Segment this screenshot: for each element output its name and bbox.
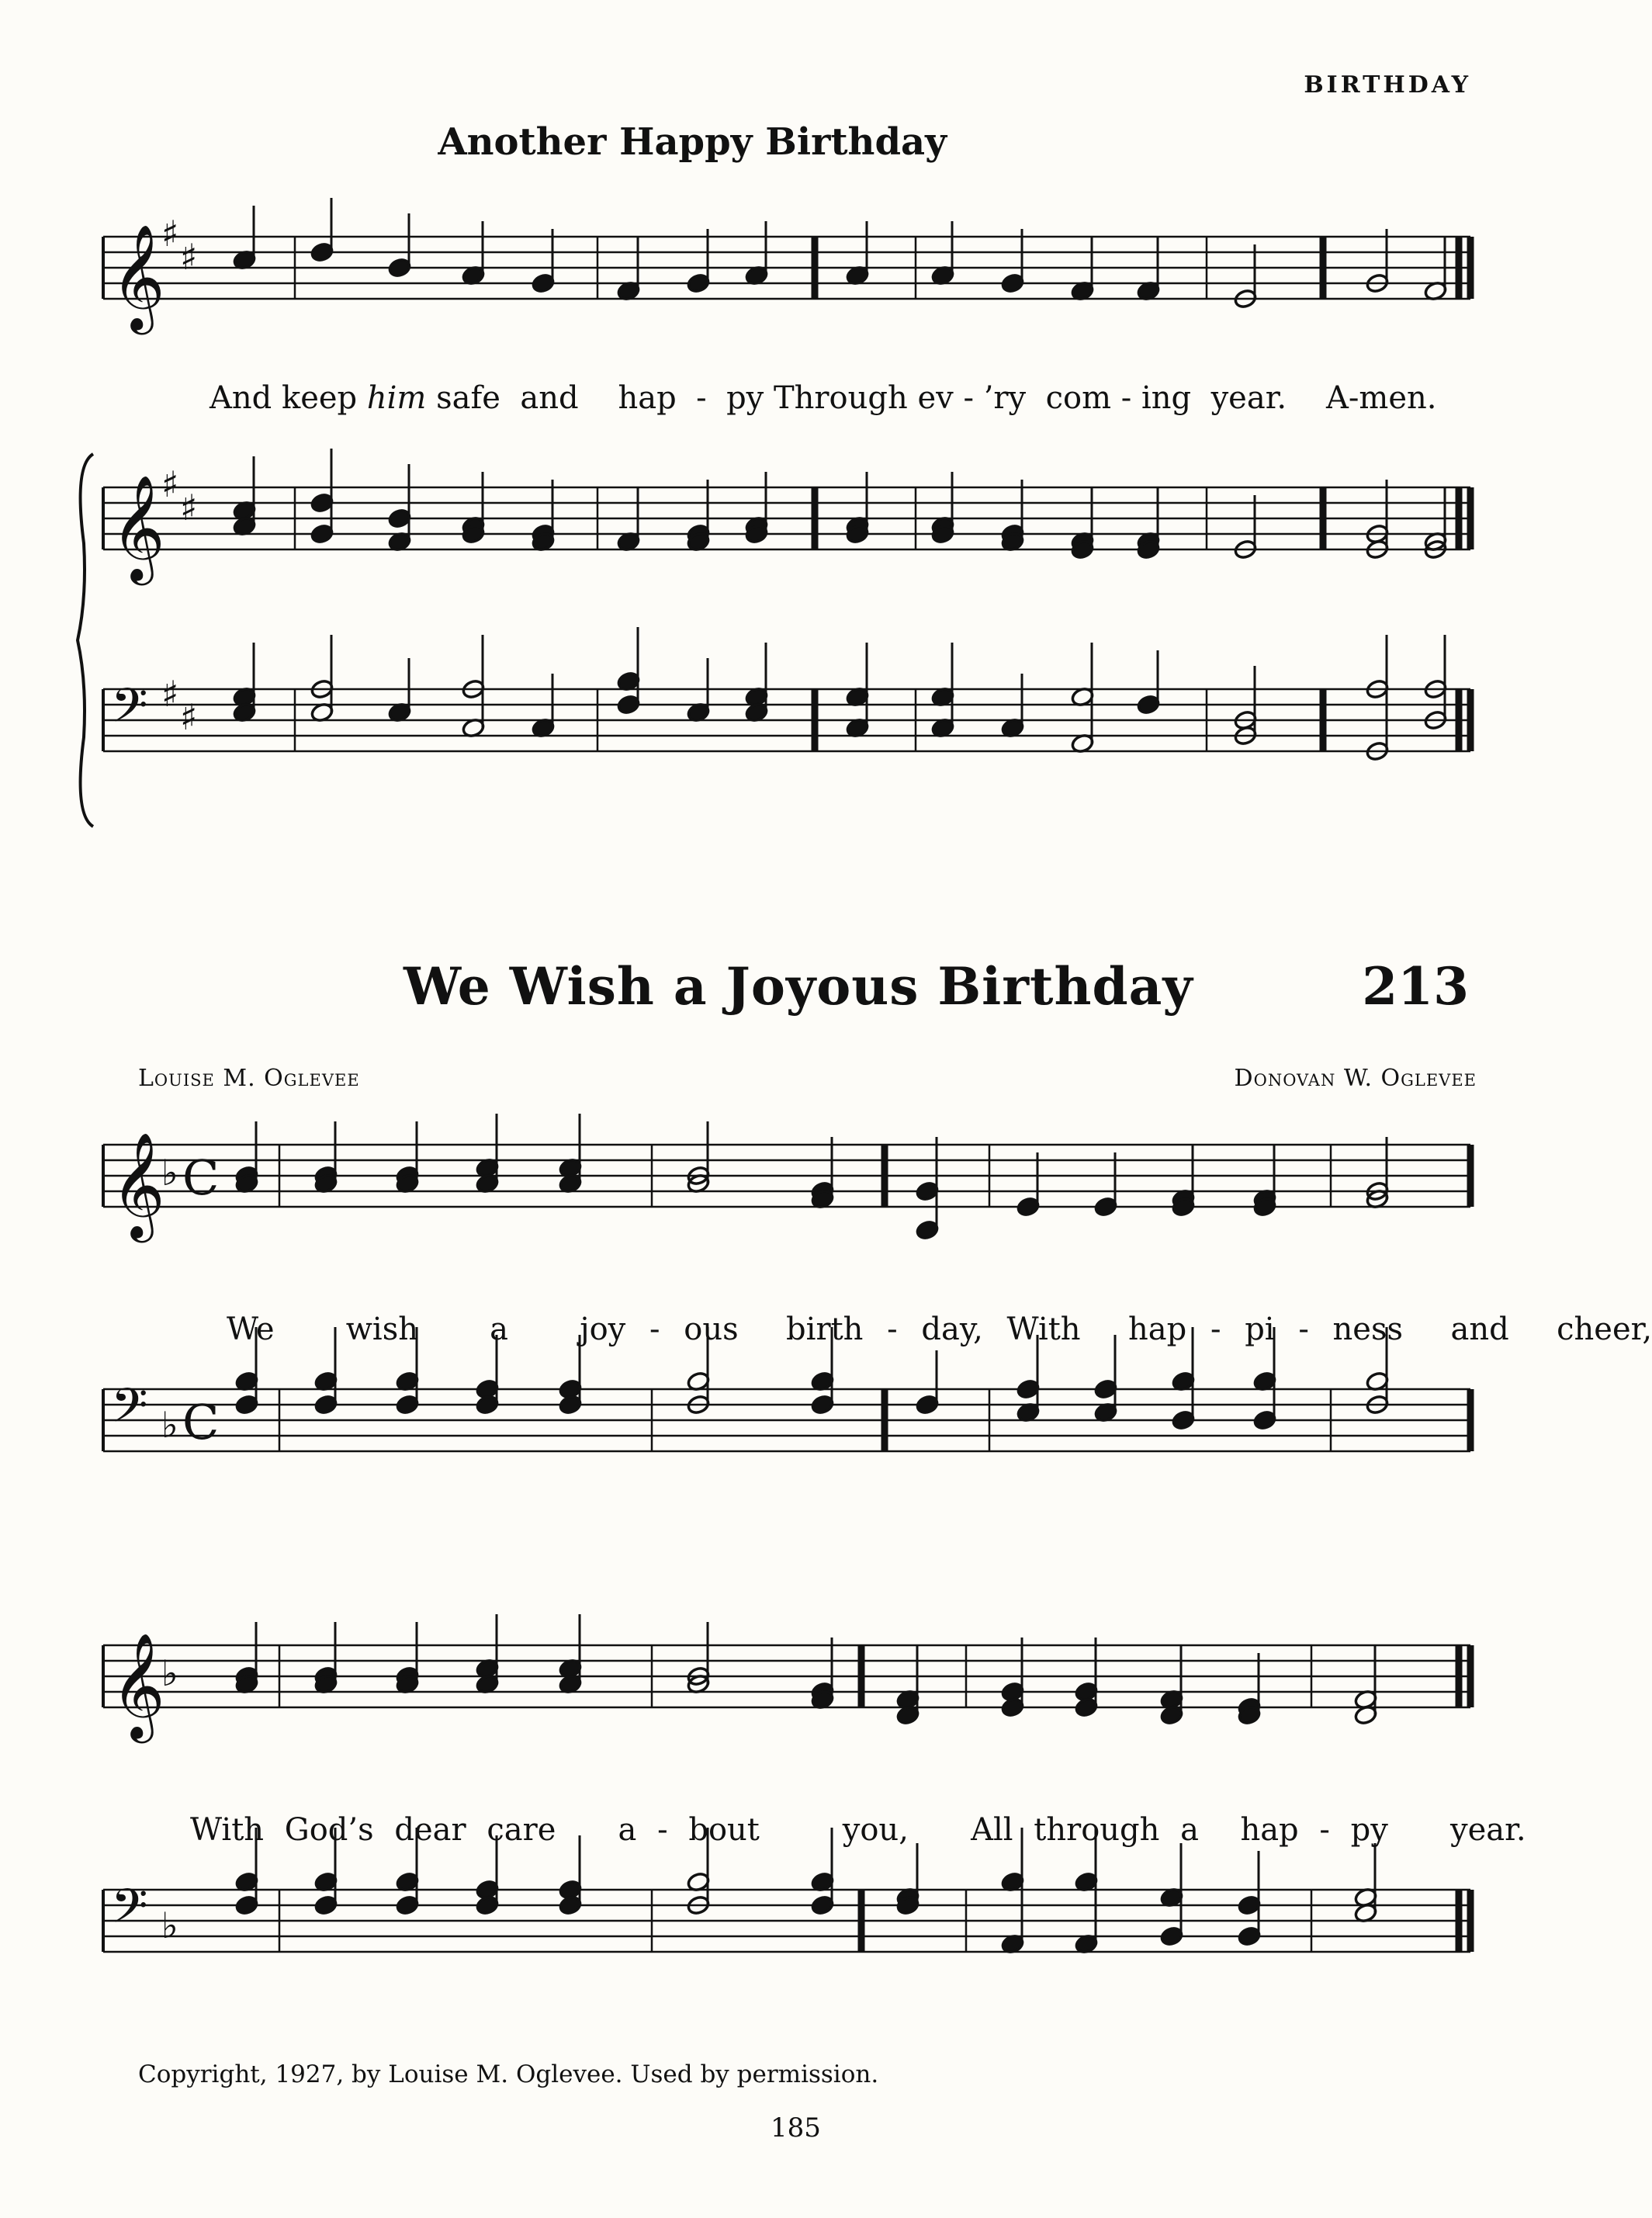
bass-clef-icon: 𝄢 <box>111 1378 148 1445</box>
hymn2-treble-staff-2 <box>103 1614 1470 1743</box>
lyric-word: With <box>190 1812 265 1848</box>
lyric-word: ’ry <box>983 380 1027 416</box>
sharp-icon: ♯ <box>161 673 179 715</box>
lyric-word: a <box>490 1312 509 1347</box>
sharp-icon: ♯ <box>161 213 179 255</box>
lyric-hyphen: - <box>1319 1812 1330 1848</box>
lyric-word: ness <box>1332 1312 1404 1347</box>
lyric-word: And keep <box>210 380 358 416</box>
hymn2-lyric-line-2 <box>190 1812 1526 1848</box>
flat-icon: ♭ <box>161 1652 178 1694</box>
lyric-word: wish <box>345 1312 419 1347</box>
lyric-word: year. <box>1449 1812 1526 1848</box>
lyric-word: joy <box>580 1312 626 1347</box>
lyric-word: With <box>1006 1312 1081 1347</box>
lyric-word: safe <box>436 380 500 416</box>
lyric-word: hap <box>1240 1812 1299 1848</box>
lyric-word: py <box>726 380 764 416</box>
lyricist-credit: Louise M. Oglevee <box>138 1065 360 1092</box>
lyric-word: py <box>1350 1812 1388 1848</box>
lyric-word: care <box>487 1812 556 1848</box>
lyric-word: you, <box>842 1812 909 1848</box>
lyric-word: and <box>520 380 579 416</box>
treble-clef-icon: 𝄞 <box>111 473 165 580</box>
flat-icon: ♭ <box>161 1404 178 1446</box>
lyric-hyphen: - <box>1120 380 1132 416</box>
composer-credit: Donovan W. Oglevee <box>1234 1065 1477 1092</box>
lyric-word: pi <box>1245 1312 1275 1347</box>
lyric-word: com <box>1045 380 1112 416</box>
lyric-word: a <box>618 1812 637 1848</box>
lyric-word: God’s <box>284 1812 374 1848</box>
lyric-hyphen: - <box>963 380 974 416</box>
lyric-hyphen: - <box>1298 1312 1309 1347</box>
lyric-word: day, <box>921 1312 983 1347</box>
lyric-word: hap <box>618 380 677 416</box>
lyric-word: ev <box>917 380 954 416</box>
lyric-word: bout <box>688 1812 760 1848</box>
flat-icon: ♭ <box>161 1152 178 1194</box>
lyric-word: We <box>227 1312 275 1347</box>
lyric-word: ing <box>1141 380 1192 416</box>
lyric-word: year. <box>1210 380 1287 416</box>
common-time-icon: C <box>182 1394 220 1450</box>
lyric-word: a <box>1180 1812 1199 1848</box>
hymn2-lyric-line-1 <box>227 1312 1652 1347</box>
lyric-word: All through <box>971 1812 1160 1848</box>
lyric-word: and <box>1450 1312 1509 1347</box>
copyright-notice: Copyright, 1927, by Louise M. Oglevee. Used by permission. <box>138 2060 879 2088</box>
lyric-word-italic: him <box>366 380 427 416</box>
bass-clef-icon: 𝄢 <box>111 1879 148 1946</box>
treble-clef-icon: 𝄞 <box>111 1131 165 1238</box>
hymn-title-another-happy-birthday: Another Happy Birthday <box>438 120 947 164</box>
lyric-word: cheer, <box>1557 1312 1652 1347</box>
hymn-title-we-wish-a-joyous-birthday: We Wish a Joyous Birthday <box>403 956 1193 1017</box>
hymn2-treble-staff-1 <box>103 1114 1470 1242</box>
hymn1-bass-staff <box>103 627 1470 762</box>
hymn1-treble-staff <box>103 449 1470 585</box>
lyric-word: birth <box>786 1312 864 1347</box>
lyric-word: A-men. <box>1326 380 1437 416</box>
bass-clef-icon: 𝄢 <box>111 678 148 745</box>
system-brace <box>78 454 93 827</box>
hymn1-lyric-line <box>210 380 1436 416</box>
common-time-icon: C <box>182 1149 220 1206</box>
page-number: 185 <box>771 2112 821 2143</box>
section-header: BIRTHDAY <box>1304 71 1471 99</box>
lyric-word: ous <box>684 1312 739 1347</box>
lyric-hyphen: - <box>696 380 707 416</box>
lyric-hyphen: - <box>1210 1312 1221 1347</box>
hymn1-melody-staff <box>103 198 1470 334</box>
lyric-hyphen: - <box>887 1312 898 1347</box>
flat-icon: ♭ <box>161 1904 178 1946</box>
sharp-icon: ♯ <box>180 696 198 738</box>
lyric-word: Through <box>773 380 908 416</box>
hymn-number: 213 <box>1362 956 1469 1017</box>
lyric-hyphen: - <box>649 1312 660 1347</box>
sharp-icon: ♯ <box>180 487 198 529</box>
treble-clef-icon: 𝄞 <box>111 223 165 330</box>
sharp-icon: ♯ <box>180 236 198 278</box>
lyric-word: dear <box>394 1812 466 1848</box>
lyric-hyphen: - <box>657 1812 668 1848</box>
treble-clef-icon: 𝄞 <box>111 1631 165 1738</box>
sharp-icon: ♯ <box>161 463 179 505</box>
lyric-word: hap <box>1128 1312 1187 1347</box>
